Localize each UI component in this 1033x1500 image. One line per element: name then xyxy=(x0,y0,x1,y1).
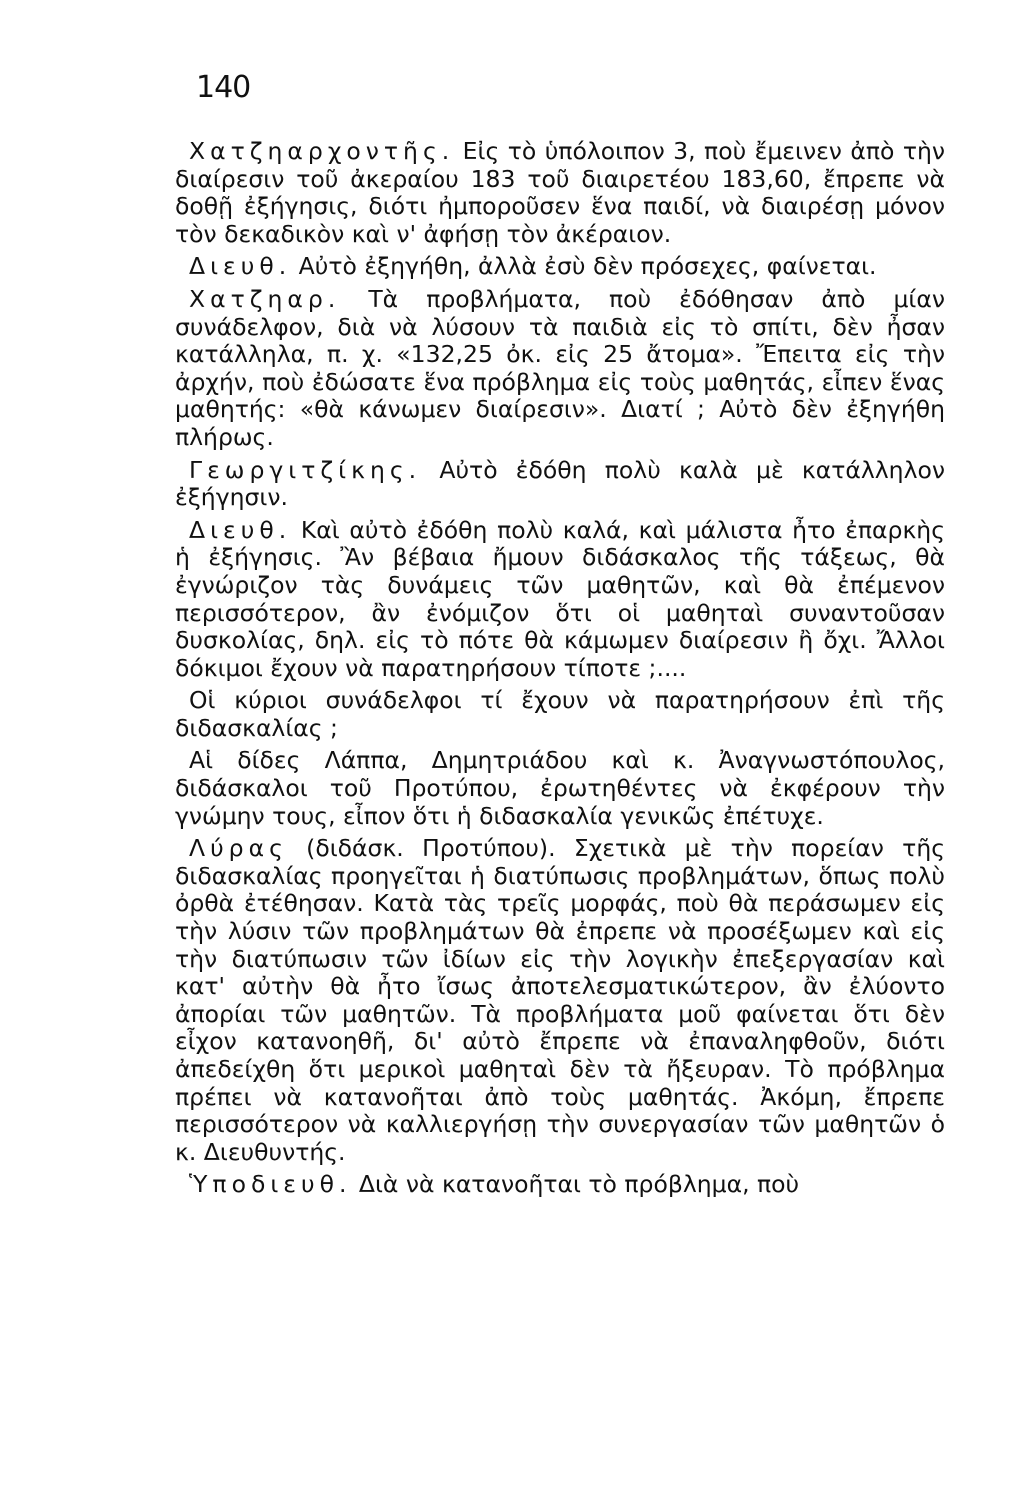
page-number: 140 xyxy=(196,70,251,105)
speaker-name: Χατζηαρχοντῆς. xyxy=(189,137,455,165)
paragraph-text: Αὐτὸ ἐξηγήθη, ἀλλὰ ἐσὺ δὲν πρόσεχες, φαίνεται. xyxy=(291,252,877,281)
paragraph-9 xyxy=(175,1171,945,1199)
paragraph-8 xyxy=(175,835,945,1166)
speaker-name: Διευθ. xyxy=(189,515,292,544)
paragraph-text: Καὶ αὐτὸ ἐδόθη πολὺ καλά, καὶ μάλιστα ἦτο ἐπαρκὴς ἡ ἐξήγησις. Ἂν βέβαια ἤμουν διδάσκαλος τῆς τάξεως, θὰ ἐγνώριζον τὰς δυνάμεις τῶν μαθητῶν, καὶ θὰ ἐπέμενον περισσότερον, ἂν ἐνόμιζον ὅτι οἱ μαθηταὶ συναντοῦσαν δυσκολίας, δηλ. εἰς τὸ πότε θὰ κάμωμεν διαίρεσιν ἢ ὄχι. Ἄλλοι δόκιμοι ἔχουν νὰ παρατηρήσουν τίποτε ;.... xyxy=(175,515,945,682)
paragraph-text: Αὐτὸ ἐδόθη πολὺ καλὰ μὲ κατάλληλον ἐξήγησιν. xyxy=(175,455,945,512)
paragraph-text: Διὰ νὰ κατανοῆται τὸ πρόβλημα, ποὺ xyxy=(351,1170,800,1199)
paragraph-text: Εἰς τὸ ὑπόλοιπον 3, ποὺ ἔμεινεν ἀπὸ τὴν διαίρεσιν τοῦ ἀκεραίου 183 τοῦ διαιρετέου 183,60, ἔπρεπε νὰ δοθῇ ἐξήγησις, διότι ἠμποροῦσεν ἕνα παιδί, νὰ διαιρέσῃ μόνον τὸν δεκαδικὸν καὶ ν' ἀφήσῃ τὸν ἀκέραιον. xyxy=(175,137,945,248)
paragraph-text: (διδάσκ. Προτύπου). Σχετικὰ μὲ τὴν πορείαν τῆς διδασκαλίας προηγεῖται ἡ διατύπωσις προβλημάτων, ὅπως πολὺ ὀρθὰ ἐτέθησαν. Κατὰ τὰς τρεῖς μορφάς, ποὺ θὰ περάσωμεν εἰς τὴν λύσιν τῶν προβλημάτων θὰ ἐπρεπε νὰ προσέξωμεν καὶ εἰς τὴν διατύπωσιν τῶν ἰδίων εἰς τὴν λογικὴν ἐπεξεργασίαν καὶ κατ' αὐτὴν θὰ ἦτο ἴσως ἀποτελεσματικώτερον, ἂν ἐλύοντο ἀπορίαι τῶν μαθητῶν. Τὰ προβλήματα μοῦ φαίνεται ὅτι δὲν εἶχον κατανοηθῆ, δι' αὐτὸ ἔπρεπε νὰ ἐπαναληφθοῦν, διότι ἀπεδείχθη ὅτι μερικοὶ μαθηταὶ δὲν τὰ ἤξευραν. Τὸ πρόβλημα πρέπει νὰ κατανοῆται ἀπὸ τοὺς μαθητάς. Ἀκόμη, ἔπρεπε περισσότερον νὰ καλλιεργήσῃ τὴν συνεργασίαν τῶν μαθητῶν ὁ κ. Διευθυντής. xyxy=(175,834,945,1166)
paragraph-text: Τὰ προβλήματα, ποὺ ἐδόθησαν ἀπὸ μίαν συνάδελφον, διὰ νὰ λύσουν τὰ παιδιὰ εἰς τὸ σπίτι, δὲν ἦσαν κατάλληλα, π. χ. «132,25 ὀκ. εἰς 25 ἄτομα». Ἔπειτα εἰς τὴν ἀρχήν, ποὺ ἐδώσατε ἕνα πρόβλημα εἰς τοὺς μαθητάς, εἶπεν ἕνας μαθητής: «θὰ κάνωμεν διαίρεσιν». Διατί ; Αὐτὸ δὲν ἐξηγήθη πλήρως. xyxy=(175,284,945,451)
paragraph-6 xyxy=(175,687,945,742)
speaker-name: Γεωργιτζίκης. xyxy=(189,455,422,484)
paragraph-3 xyxy=(175,286,945,452)
paragraph-5 xyxy=(175,517,945,683)
paragraph-text: Οἱ κύριοι συνάδελφοι τί ἔχουν νὰ παρατηρήσουν ἐπὶ τῆς διδασκαλίας ; xyxy=(175,686,945,742)
speaker-name: Διευθ. xyxy=(189,252,292,281)
paragraph-text: Αἱ δίδες Λάππα, Δημητριάδου καὶ κ. Ἀναγνωστόπουλος, διδάσκαλοι τοῦ Προτύπου, ἐρωτηθέντες νὰ ἐκφέρουν τὴν γνώμην τους, εἶπον ὅτι ἡ διδασκαλία γενικῶς ἐπέτυχε. xyxy=(175,746,945,830)
speaker-name: Λύρας xyxy=(189,834,288,863)
speaker-name: Χατζηαρ. xyxy=(189,284,341,313)
speaker-name: Ὑποδιευθ. xyxy=(189,1170,352,1199)
paragraph-4 xyxy=(175,457,945,512)
paragraph-2 xyxy=(175,253,945,281)
paragraph-7 xyxy=(175,747,945,830)
body-text xyxy=(175,138,945,1204)
paragraph-1 xyxy=(175,138,945,248)
